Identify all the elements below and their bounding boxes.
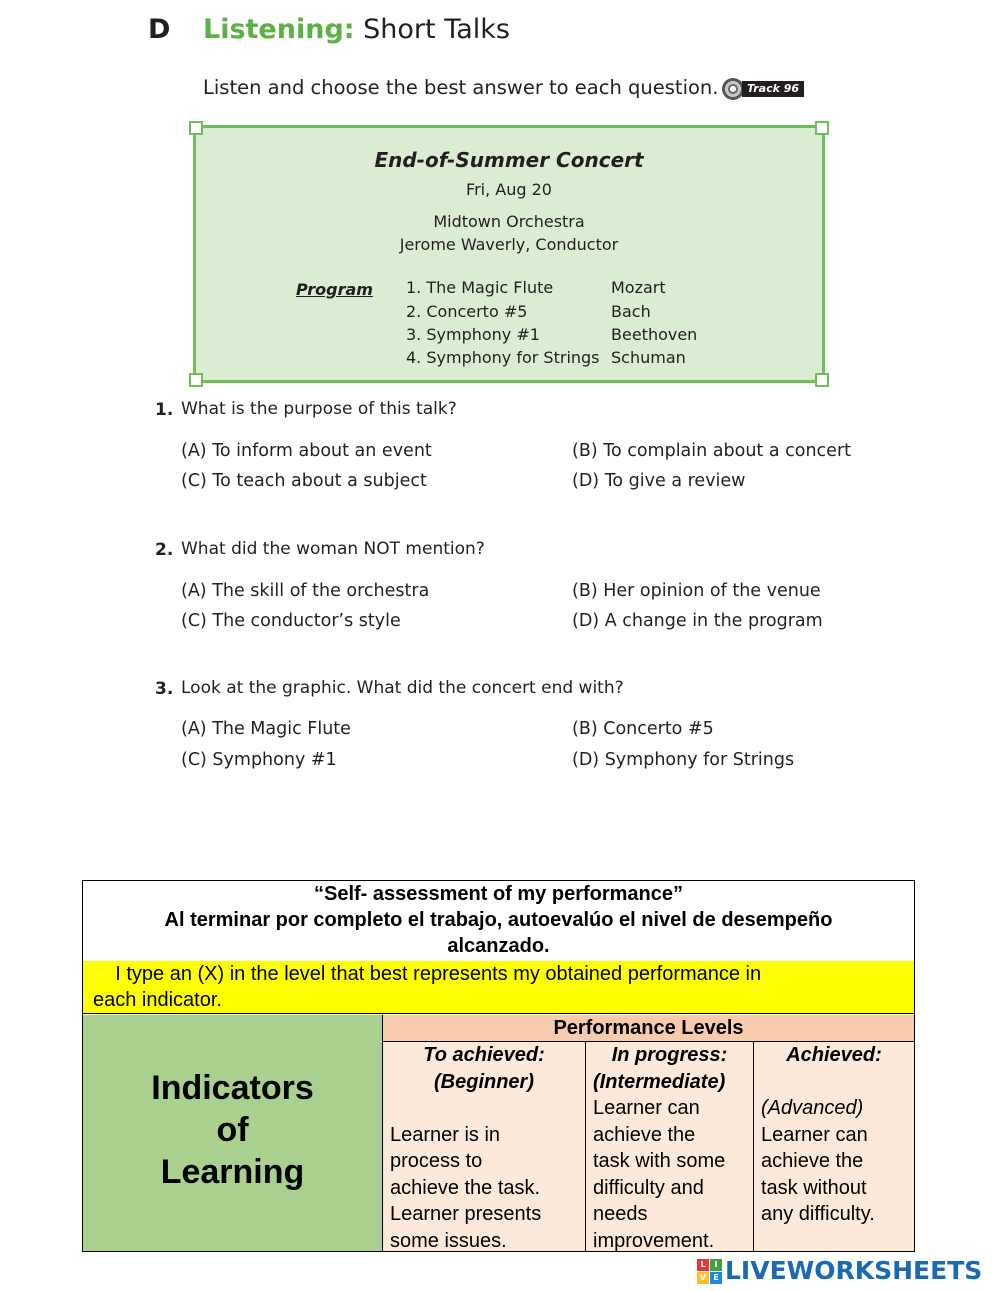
cd-icon (722, 78, 744, 100)
level-description: needs (593, 1203, 648, 1225)
program-item: 1. The Magic Flute (406, 278, 554, 297)
answer-option[interactable]: (D) Symphony for Strings (572, 750, 795, 770)
question-number: 2. (155, 540, 174, 560)
program-composer: Schuman (611, 348, 686, 367)
self-assessment-subtitle: Al terminar por completo el trabajo, autoevalúo el nivel de desempeño (164, 909, 833, 931)
level-heading: (Advanced) (761, 1097, 864, 1119)
instruction-text: Listen and choose the best answer to each question. (203, 76, 719, 99)
logo-block-letter: L (697, 1259, 709, 1271)
program-item: 3. Symphony #1 (406, 325, 540, 344)
self-assessment-table (82, 880, 915, 1252)
instruction-line: I type an (X) in the level that best represents my obtained performance in (93, 963, 762, 985)
level-description: task with some (593, 1150, 726, 1172)
program-label: Program (296, 280, 373, 299)
question-number: 1. (155, 400, 174, 420)
indicators-label: Indicators (151, 1069, 314, 1107)
indicators-label: of (216, 1111, 249, 1149)
logo-block-letter: E (710, 1272, 722, 1284)
answer-option[interactable]: (A) To inform about an event (181, 441, 432, 461)
level-description: process to (390, 1150, 483, 1172)
self-assessment-title: “Self- assessment of my performance” (313, 883, 684, 905)
concert-date: Fri, Aug 20 (466, 180, 552, 199)
level-heading: Achieved: (786, 1044, 882, 1066)
answer-option[interactable]: (B) Her opinion of the venue (572, 581, 821, 601)
answer-option[interactable]: (B) Concerto #5 (572, 719, 714, 739)
level-heading: (Beginner) (434, 1070, 534, 1093)
program-composer: Beethoven (611, 325, 698, 344)
indicators-cell (83, 1015, 383, 1251)
level-description: Learner is in (390, 1123, 501, 1146)
level-description: some issues. (390, 1229, 507, 1252)
self-assessment-subtitle: alcanzado. (447, 935, 550, 957)
logo-text: LIVEWORKSHEETS (725, 1256, 983, 1285)
level-heading: In progress: (611, 1044, 728, 1066)
logo-block-letter: V (697, 1272, 709, 1284)
concert-title: End-of-Summer Concert (374, 148, 644, 172)
question-number: 3. (155, 679, 174, 699)
corner-ornament (189, 121, 203, 135)
level-description: achieve the task. (390, 1176, 541, 1199)
question-text: Look at the graphic. What did the concert end with? (181, 678, 624, 698)
level-heading: (Intermediate) (593, 1070, 726, 1093)
level-heading: To achieved: (423, 1044, 545, 1066)
corner-ornament (815, 373, 829, 387)
instruction-line: each indicator. (93, 989, 222, 1011)
level-description: Learner can (761, 1123, 868, 1146)
answer-option[interactable]: (B) To complain about a concert (572, 441, 852, 461)
answer-option[interactable]: (D) To give a review (572, 471, 746, 491)
level-intermediate-cell[interactable] (586, 1042, 754, 1251)
level-description: achieve the (761, 1150, 864, 1172)
track-label: Track 96 (742, 81, 804, 97)
concert-orchestra: Midtown Orchestra (433, 212, 585, 231)
level-description: difficulty and (593, 1176, 704, 1199)
level-description: task without (761, 1176, 867, 1199)
corner-ornament (815, 121, 829, 135)
self-assessment-instruction (83, 961, 914, 1014)
answer-option[interactable]: (A) The skill of the orchestra (181, 581, 430, 601)
section-title-colored: Listening: (203, 14, 355, 45)
level-description: any difficulty. (761, 1203, 875, 1225)
logo-blocks-icon (697, 1259, 723, 1285)
level-description: Learner presents (390, 1203, 542, 1225)
question-text: What did the woman NOT mention? (181, 539, 485, 559)
level-advanced-cell[interactable] (754, 1042, 914, 1251)
question-text: What is the purpose of this talk? (181, 399, 457, 419)
program-composer: Mozart (611, 278, 666, 297)
performance-levels-header: Performance Levels (383, 1015, 914, 1042)
level-description: Learner can (593, 1097, 700, 1119)
self-assessment-header (83, 881, 914, 962)
section-letter: D (148, 14, 171, 45)
concert-conductor: Jerome Waverly, Conductor (399, 235, 619, 254)
program-item: 4. Symphony for Strings (406, 348, 600, 367)
audio-track-button[interactable] (722, 78, 804, 100)
answer-option[interactable]: (D) A change in the program (572, 611, 823, 631)
indicators-label: Learning (160, 1153, 305, 1191)
level-description: achieve the (593, 1123, 696, 1146)
level-beginner-cell[interactable] (383, 1042, 586, 1251)
answer-option[interactable]: (C) Symphony #1 (181, 750, 337, 770)
section-title (203, 14, 510, 45)
logo-block-letter: I (710, 1259, 722, 1271)
answer-option[interactable]: (A) The Magic Flute (181, 719, 351, 739)
concert-graphic (193, 125, 825, 383)
corner-ornament (189, 373, 203, 387)
level-description: improvement. (593, 1229, 715, 1252)
program-composer: Bach (611, 302, 651, 321)
section-title-rest: Short Talks (354, 14, 510, 45)
answer-option[interactable]: (C) To teach about a subject (181, 471, 427, 491)
answer-option[interactable]: (C) The conductor’s style (181, 611, 401, 631)
program-item: 2. Concerto #5 (406, 302, 528, 321)
